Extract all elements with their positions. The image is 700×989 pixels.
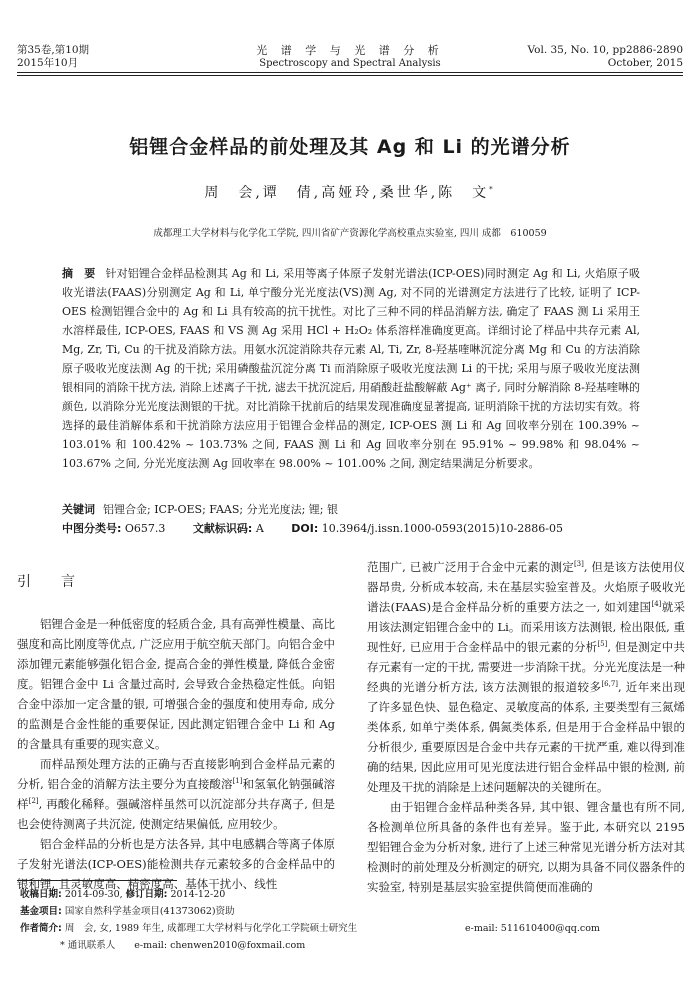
classification-line — [62, 519, 662, 538]
corresponding-mark: * — [489, 185, 496, 194]
abstract-text: 针对铝锂合金样品检测其 Ag 和 Li, 采用等离子体原子发射光谱法(ICP-OES)同时测定 Ag 和 Li, 火焰原子吸收光谱法(FAAS)分别测定 Ag 和 Li, 单宁酸分光光度法(VS)测 Ag, 对不同的光谱测定方法进行了比较, 证明了 ICP-OES 检测铝锂合金中的 Ag 和 Li 具有较高的抗干扰性。对比了三种不同的样品消解方法, 确定了 FAAS 测 Li 采用王水溶样最佳, ICP-OES, FAAS 和 VS 测 Ag 采用 HCl + H₂O₂ 体系溶样准确度更高。详细讨论了样品中共存元素 Al, Mg, Zr, Ti, Cu 的干扰及消除方法。用氨水沉淀消除共存元素 Al, Ti, Zr, 8-羟基喹啉沉淀分离 Mg 和 Cu 的方法消除原子吸收光度法测 Ag 的干扰; 采用磷酸盐沉淀分离 Ti 而消除原子吸收光度法测 Li 的干扰; 采用与原子吸收光度法测银相同的消除干扰方法, 消除上述离子干扰, 滤去干扰沉淀后, 用硝酸赶盐酸解蔽 Ag⁺ 离子, 同时分解消除 8-羟基喹啉的颜色, 以消除分光光度法测银的干扰。对比消除干扰前后的结果发现准确度显著提高, 证明消除干扰的方法切实有效。将选择的最佳消解体系和干扰消除方法应用于铝锂合金样品的测定, ICP-OES 测 Li 和 Ag 回收率分别在 100.39% ~ 103.01% 和 100.42% ~ 103.73% 之间, FAAS 测 Li 和 Ag 回收率分别在 95.91% ~ 99.98% 和 98.04% ~ 103.67% 之间, 分光光度法测 Ag 回收率在 98.00% ~ 101.00% 之间, 测定结果满足分析要求。 — [62, 267, 641, 470]
citation: [2] — [28, 797, 39, 806]
abstract-label: 摘 要 — [62, 267, 96, 280]
citation: [5] — [597, 640, 608, 649]
doc-code-value: A — [255, 522, 264, 535]
running-header-right — [528, 44, 683, 70]
footnotes — [20, 886, 680, 954]
citation: [1] — [232, 777, 243, 786]
abstract — [62, 264, 640, 473]
volume-issue: 第35卷,第10期 — [17, 44, 90, 56]
footnote-fund: 基金项目: 国家自然科学基金项目(41373062)资助 — [20, 906, 235, 917]
keywords-label: 关键词 — [62, 503, 95, 516]
journal-title-en: Spectroscopy and Spectral Analysis — [259, 58, 441, 69]
author-list — [0, 182, 700, 202]
paragraph: 而样品预处理方法的正确与否直接影响到合金样品元素的分析, 铝合金的消解方法主要分为直接酸溶[1]和氢氧化钠强碱溶样[2], 再酸化稀释。强碱溶样虽然可以沉淀部分共存离子, 但是也会使待测离子共沉淀, 使测定结果偏低, 应用较少。 — [17, 757, 336, 831]
volume-pages: Vol. 35, No. 10, pp2886-2890 — [527, 44, 683, 56]
section-title-introduction: 引 言 — [17, 574, 83, 590]
paper-title: 铝锂合金样品的前处理及其 Ag 和 Li 的光谱分析 — [129, 136, 571, 158]
clc-value: O657.3 — [124, 522, 166, 535]
paragraph: 铝合金样品的分析也是方法各异, 其中电感耦合等离子体原子发射光谱法(ICP-OES)能检测共存元素较多的合金样品中的银和锂, 且灵敏度高、精密度高、基体干扰小、线性 — [17, 837, 335, 891]
doi-label: DOI: — [291, 522, 319, 535]
authors: 周 会,谭 倩,高娅玲,桑世华,陈 文 — [204, 185, 490, 201]
affiliation: 成都理工大学材料与化学化工学院, 四川省矿产资源化学高校重点实验室, 四川 成都 610059 — [153, 228, 547, 239]
date-cn: 2015年10月 — [17, 57, 79, 69]
footnote-corresponding: * 通讯联系人 e-mail: chenwen2010@foxmail.com — [60, 940, 306, 951]
body-column-left — [17, 572, 335, 894]
header-rule-top — [17, 72, 683, 73]
paragraph: 范围广, 已被广泛用于合金中元素的测定[3], 但是该方法使用仪器昂贵, 分析成本较高, 未在基层实验室普及。火焰原子吸收光谱法(FAAS)是合金样品分析的重要方法之一, 如刘建国[4]就采用该法测定铝锂合金中的 Li。而采用该方法测银, 检出限低, 重现性好, 已应用于合金样品中的银元素的分析[5], 但是测定中共存元素有一定的干扰, 需要进一步消除干扰。分光光度法是一种经典的光谱分析方法, 该方法测银的报道较多[6,7], 近年来出现了许多显色快、显色稳定、灵敏度高的体系, 主要类型有三氮烯类体系, 如单宁类体系, 偶氮类体系, 但是用于合金样品中银的分析很少, 重要原因是合金中共存元素的干扰严重, 难以得到准确的结果, 因此应用可见光度法进行铝合金样品中银的检测, 前处理及干扰的消除是上述问题解决的关键所在。 — [367, 560, 686, 794]
citation: [6,7] — [601, 680, 619, 689]
paragraph: 由于铝锂合金样品种类各异, 其中银、锂含量也有所不同, 各检测单位所具备的条件也有差异。鉴于此, 本研究以 2195 型铝锂合金为分析对象, 进行了上述三种常见光谱分析方法对其检测时的前处理及分析测定的研究, 以期为具备不同仪器条件的实验室, 特别是基层实验室提供简便而准确的 — [367, 800, 685, 894]
paragraph: 铝锂合金是一种低密度的轻质合金, 具有高弹性模量、高比强度和高比刚度等优点, 广泛应用于航空航天部门。向铝合金中添加锂元素能够强化铝合金, 提高合金的弹性模量, 降低合金密度。铝锂合金中 Li 含量过高时, 会导致合金热稳定性低。向铝合金中添加一定含量的银, 可增强合金的强度和使用寿命, 成分的监测是合金性能的重要保证, 因此测定铝锂合金中 Li 和 Ag 的含量具有重要的现实意义。 — [17, 617, 335, 751]
footnote-dates: 收稿日期: 2014-09-30, 修订日期: 2014-12-20 — [20, 889, 226, 900]
citation: [3] — [573, 560, 584, 569]
footnote-author: 作者简介: 周 会, 女, 1989 年生, 成都理工大学材料与化学化工学院硕士研究生 e-mail: 511610400@qq.com — [20, 920, 680, 937]
header-rule-bottom — [17, 75, 683, 76]
clc-label: 中图分类号: — [62, 522, 122, 535]
doc-code-label: 文献标识码: — [192, 522, 253, 535]
keywords — [62, 500, 640, 519]
citation: [4] — [651, 600, 662, 609]
journal-title-cn: 光 谱 学 与 光 谱 分 析 — [256, 44, 444, 57]
body-column-right — [367, 557, 685, 897]
footnote-rule — [17, 880, 177, 881]
doi-value: 10.3964/j.issn.1000-0593(2015)10-2886-05 — [321, 522, 563, 535]
keywords-text: 铝锂合金; ICP-OES; FAAS; 分光光度法; 锂; 银 — [103, 503, 338, 516]
author-email: e-mail: 511610400@qq.com — [465, 923, 600, 934]
date-en: October, 2015 — [607, 57, 683, 69]
